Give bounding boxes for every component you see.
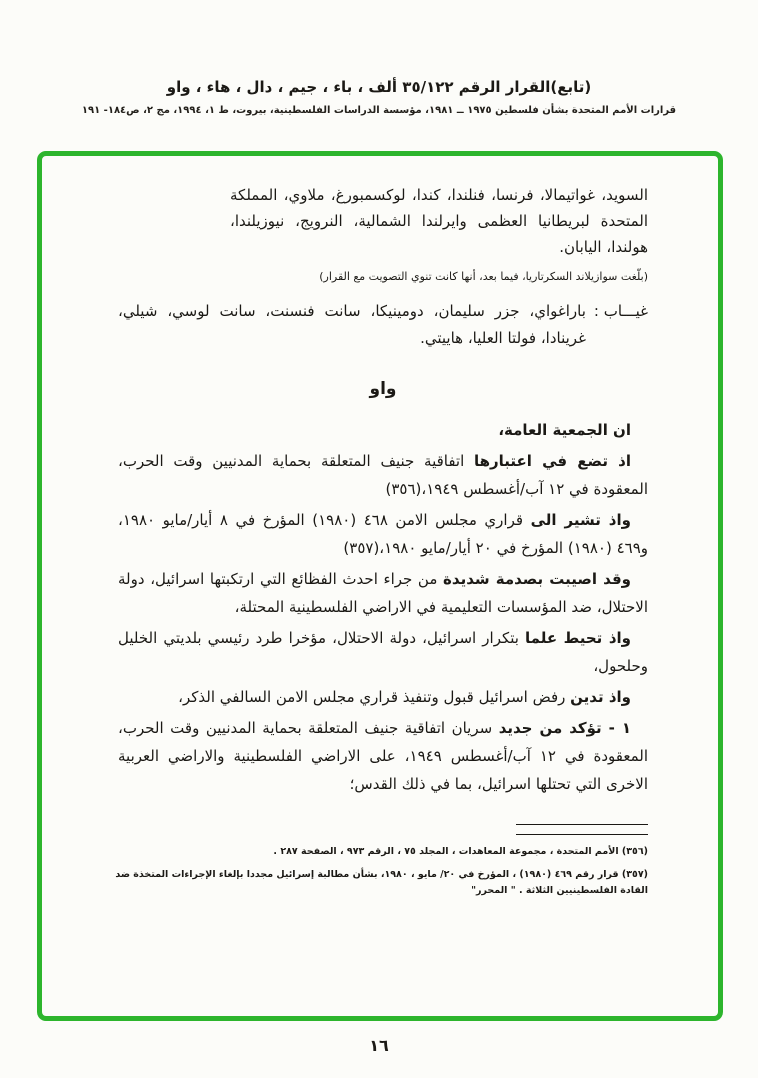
absent-entry (118, 298, 648, 352)
paragraph-lead: وقد اصيبت بصدمة شديدة (443, 570, 631, 588)
paragraph-lead: ان الجمعية العامة، (498, 421, 631, 439)
operative-paragraph-1 (118, 714, 648, 798)
resolution-body (42, 156, 718, 801)
paragraph-lead: اذ تضع في اعتبارها (474, 452, 631, 470)
source-citation: قرارات الأمم المتحدة بشأن فلسطين ١٩٧٥ ــ ١٩٨١، مؤسسة الدراسات الفلسطينية، بيروت، ط ١، ١٩٩٤، مج ٢، ص١٨٤- ١٩١ (81, 105, 677, 116)
absent-country-list: باراغواي، جزر سليمان، دومينيكا، سانت فنسنت، سانت لوسي، شيلي، غرينادا، فولتا العليا، هاييتي. (118, 302, 586, 347)
paragraph-lead: واذ تحيط علما (525, 629, 631, 647)
paragraph-text: بتكرار اسرائيل، دولة الاحتلال، مؤخرا طرد رئيسي بلديتي الخليل وحلحول، (118, 629, 648, 675)
resolution-title: (تابع)القرار الرقم ٣٥/١٢٢ ألف ، باء ، جيم ، دال ، هاء ، واو (166, 78, 592, 96)
footnote-area (90, 824, 648, 899)
preamble-paragraph (118, 624, 648, 680)
paragraph-text: من جراء احدث الفظائع التي ارتكبتها اسرائيل، دولة الاحتلال، ضد المؤسسات التعليمية في الاراضي الفلسطينية المحتلة، (118, 570, 648, 616)
preamble-paragraph (118, 565, 648, 621)
paragraph-text: اتفاقية جنيف المتعلقة بحماية المدنيين وقت الحرب، المعقودة في ١٢ آب/أغسطس ١٩٤٩،(٣٥٦) (118, 452, 648, 498)
footnotes (90, 844, 648, 899)
paragraph-opening (118, 416, 648, 444)
paragraph-text: قراري مجلس الامن ٤٦٨ (١٩٨٠) المؤرخ في ٨ أيار/مايو ١٩٨٠، و٤٦٩ (١٩٨٠) المؤرخ في ٢٠ أيار/مايو ١٩٨٠،(٣٥٧) (118, 511, 648, 557)
paragraph-lead: واذ تشير الى (530, 511, 631, 529)
vote-country-list: السويد، غواتيمالا، فرنسا، فنلندا، كندا، لوكسمبورغ، ملاوي، المملكة المتحدة لبريطانيا العظمى وايرلندا الشمالية، النرويج، نيوزيلندا، هولندا، اليابان. (230, 186, 648, 256)
footnote-356: (٣٥٦) الأمم المتحدة ، مجموعة المعاهدات ، المجلد ٧٥ ، الرقم ٩٧٣ ، الصفحة ٢٨٧ . (273, 846, 648, 857)
document-header (0, 78, 758, 116)
preamble-paragraph (118, 506, 648, 562)
paragraph-lead: واذ تدين (570, 688, 631, 706)
paragraph-text: رفض اسرائيل قبول وتنفيذ قراري مجلس الامن السالفي الذكر، (178, 688, 566, 706)
paragraph-text: سريان اتفاقية جنيف المتعلقة بحماية المدنيين وقت الحرب، المعقودة في ١٢ آب/أغسطس ١٩٤٩، على الاراضي الفلسطينية والاراضي العربية الاخرى التي تحتلها اسرائيل، بما في ذلك القدس؛ (118, 719, 649, 793)
section-mark-waw: واو (369, 379, 397, 399)
absent-label: غيـــاب : (593, 302, 648, 320)
content-frame (37, 151, 723, 1021)
page-number: ١٦ (369, 1036, 389, 1055)
preamble-paragraph (118, 447, 648, 503)
paragraph-lead: ١ - تؤكد من جديد (498, 719, 631, 737)
preamble-paragraph (118, 683, 648, 711)
footnote-separator (516, 834, 648, 835)
footnote-357: (٣٥٧) قرار رقم ٤٦٩ (١٩٨٠) ، المؤرخ في ٢٠/ مايو ، ١٩٨٠، بشأن مطالبة إسرائيل مجددا بإلغاء الإجراءات المتخذة ضد القادة الفلسطينيين الثلاثة . " المحرر" (115, 869, 648, 896)
footnote-separator (516, 824, 648, 825)
secretariat-note: (بلّغت سوازيلاند السكرتاريا، فيما بعد، أنها كانت تنوي التصويت مع القرار) (319, 270, 648, 283)
